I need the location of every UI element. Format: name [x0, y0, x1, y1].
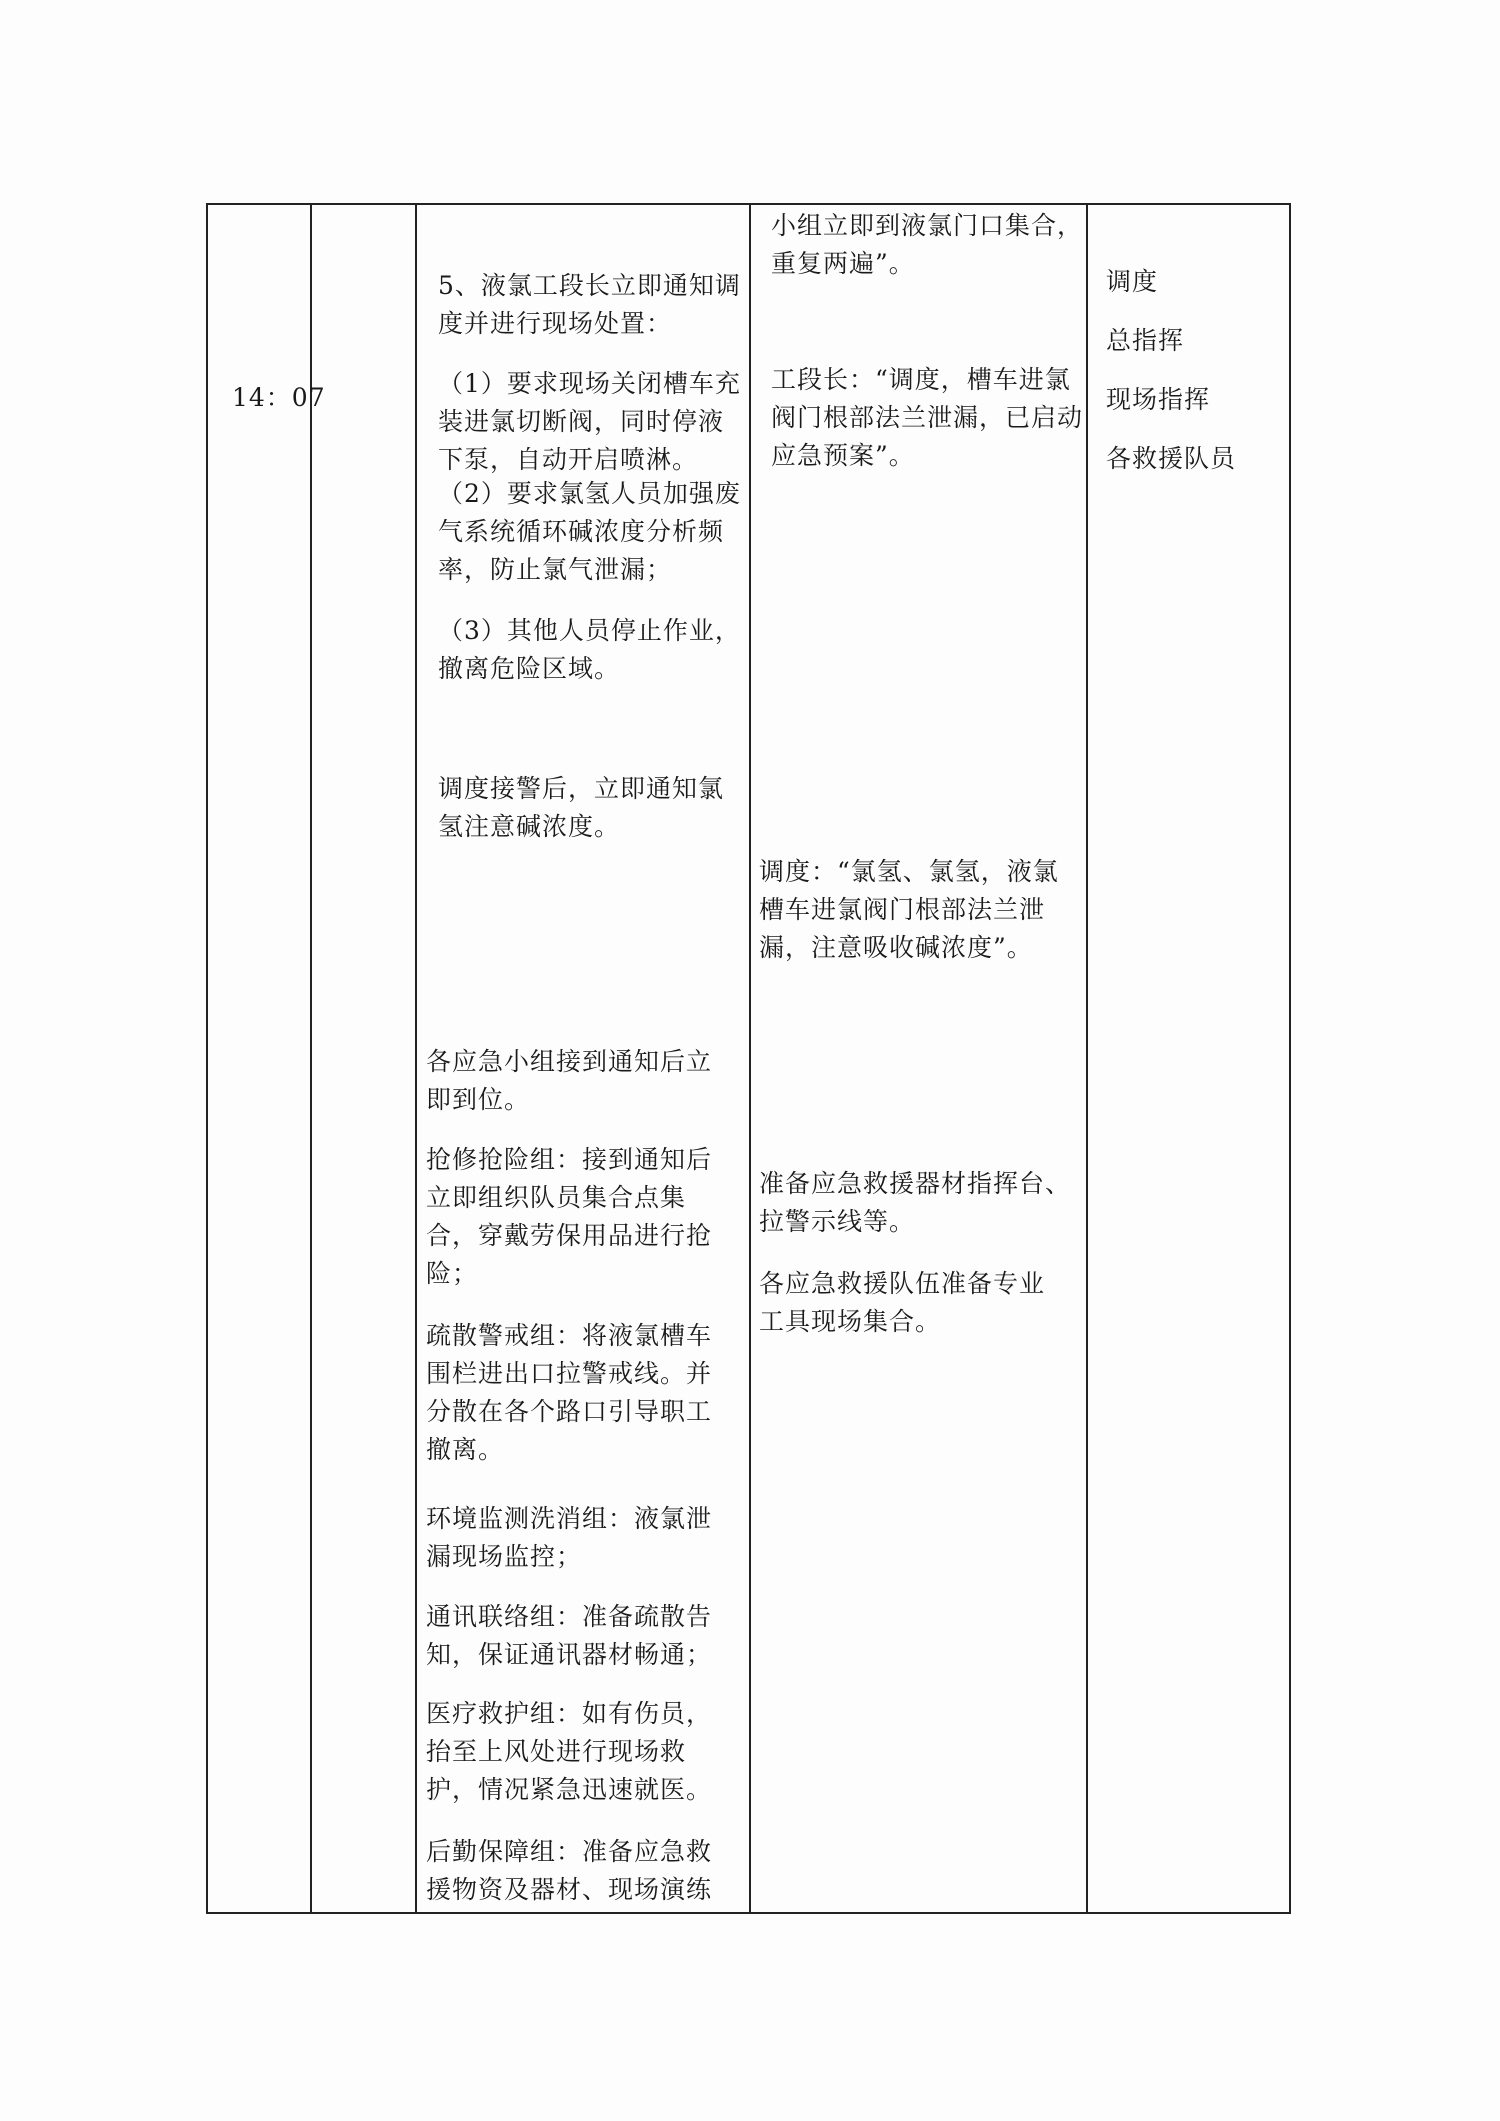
role-site-commander: 现场指挥 — [1106, 385, 1211, 414]
column-divider-2 — [415, 205, 417, 1912]
comm-group-text: 通讯联络组：准备疏散告 知，保证通讯器材畅通； — [426, 1602, 713, 1669]
time-text: 14：07 — [232, 383, 326, 412]
role-dispatch: 调度 — [1106, 267, 1159, 296]
teams-text: 各应急救援队伍准备专业 工具现场集合。 — [759, 1269, 1046, 1336]
item5-text: 5、液氯工段长立即通知调 度并进行现场处置： — [438, 271, 741, 338]
time-cell — [232, 379, 326, 417]
role-rescue-members: 各救援队员 — [1106, 444, 1237, 473]
dialogue-column — [759, 205, 1084, 1905]
actions-column — [426, 205, 744, 1905]
dispatch-call-text: 调度：“氯氢、氯氢，液氯 槽车进氯阀门根部法兰泄 漏，注意吸收碱浓度”。 — [759, 857, 1059, 962]
roles-column — [1106, 263, 1286, 478]
assemble-text: 小组立即到液氯门口集合， 重复两遍”。 — [771, 211, 1084, 278]
step3-text: （3）其他人员停止作业， 撤离危险区域。 — [438, 616, 741, 683]
column-divider-1 — [310, 205, 312, 1912]
step2-text: （2）要求氯氢人员加强废 气系统循环碱浓度分析频 率，防止氯气泄漏； — [438, 479, 741, 584]
step1-text: （1）要求现场关闭槽车充 装进氯切断阀，同时停液 下泵，自动开启喷淋。 — [438, 369, 741, 474]
role-commander: 总指挥 — [1106, 326, 1185, 355]
drill-procedure-table — [206, 203, 1291, 1914]
section-chief-text: 工段长：“调度，槽车进氯 阀门根部法兰泄漏，已启动 应急预案”。 — [771, 365, 1084, 470]
column-divider-3 — [749, 205, 751, 1912]
repair-group-text: 抢修抢险组：接到通知后 立即组织队员集合点集 合，穿戴劳保用品进行抢 险； — [426, 1145, 713, 1288]
equipment-text: 准备应急救援器材指挥台、 拉警示线等。 — [759, 1169, 1072, 1236]
evac-group-text: 疏散警戒组：将液氯槽车 围栏进出口拉警戒线。并 分散在各个路口引导职工 撤离。 — [426, 1321, 713, 1464]
logistics-group-text: 后勤保障组：准备应急救 援物资及器材、现场演练 — [426, 1837, 713, 1904]
medical-group-text: 医疗救护组：如有伤员， 抬至上风处进行现场救 护，情况紧急迅速就医。 — [426, 1699, 713, 1804]
dispatch-text: 调度接警后，立即通知氯 氢注意碱浓度。 — [438, 774, 725, 841]
groups-intro-text: 各应急小组接到通知后立 即到位。 — [426, 1047, 713, 1114]
env-group-text: 环境监测洗消组：液氯泄 漏现场监控； — [426, 1504, 713, 1571]
column-divider-4 — [1086, 205, 1088, 1912]
